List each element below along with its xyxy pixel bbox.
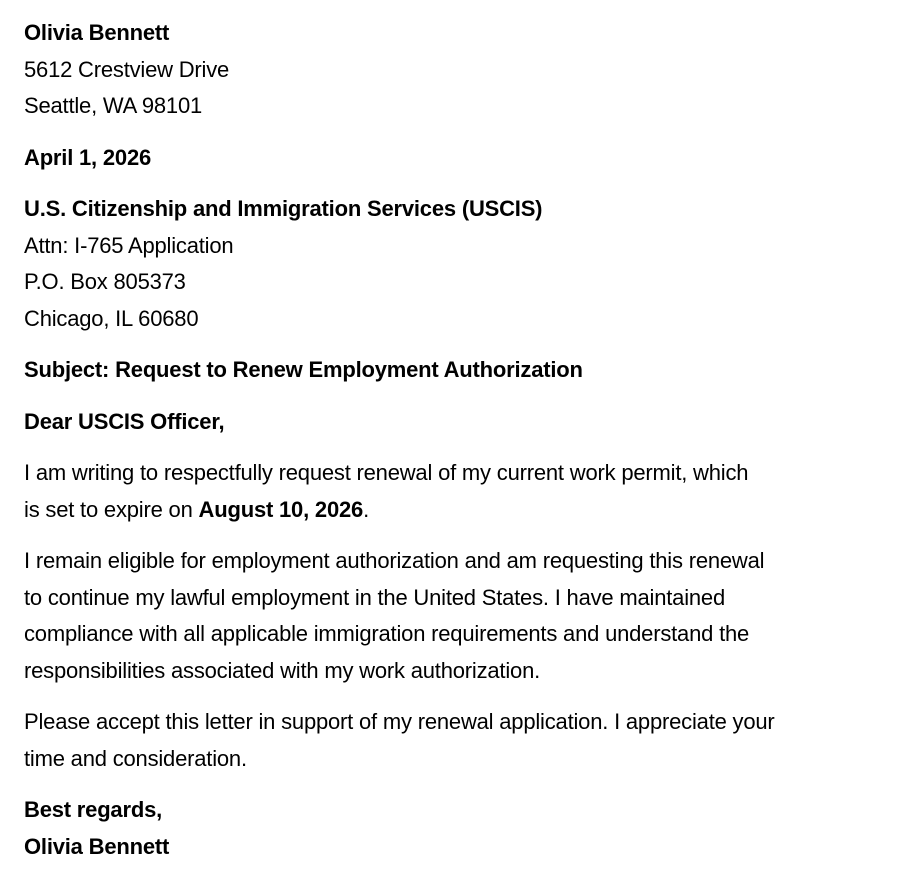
sender-name: Olivia Bennett bbox=[24, 20, 170, 45]
sender-street: 5612 Crestview Drive bbox=[24, 56, 230, 82]
subject-line bbox=[24, 352, 890, 389]
salutation-text: Dear USCIS Officer, bbox=[24, 408, 225, 434]
salutation bbox=[24, 404, 890, 441]
signature-name: Olivia Bennett bbox=[24, 833, 170, 859]
subject-text: Subject: Request to Renew Employment Authorization bbox=[24, 357, 583, 382]
sender-address-block bbox=[24, 15, 890, 125]
recipient-organization: U.S. Citizenship and Immigration Services (USCIS) bbox=[24, 196, 543, 221]
paragraph-line: time and consideration. bbox=[24, 745, 247, 771]
body-paragraph-2 bbox=[24, 543, 890, 689]
closing-block bbox=[24, 792, 890, 865]
paragraph-line bbox=[24, 492, 890, 529]
date-block bbox=[24, 140, 890, 177]
paragraph-line: responsibilities associated with my work authorization. bbox=[24, 657, 541, 683]
recipient-attn: Attn: I-765 Application bbox=[24, 232, 234, 258]
expiry-date: August 10, 2026 bbox=[198, 496, 364, 522]
paragraph-line: Please accept this letter in support of my renewal application. I appreciate your bbox=[24, 709, 775, 734]
recipient-po-box: P.O. Box 805373 bbox=[24, 269, 186, 294]
paragraph-line: compliance with all applicable immigration requirements and understand the bbox=[24, 621, 750, 646]
expiry-intro-text: is set to expire on bbox=[24, 496, 199, 522]
body-paragraph-1 bbox=[24, 455, 890, 528]
paragraph-line: I remain eligible for employment authorization and am requesting this renewal bbox=[24, 548, 765, 573]
letter-date: April 1, 2026 bbox=[24, 144, 152, 170]
recipient-address-block bbox=[24, 191, 890, 337]
closing-phrase: Best regards, bbox=[24, 797, 163, 822]
body-paragraph-3 bbox=[24, 704, 890, 777]
paragraph-line: I am writing to respectfully request renewal of my current work permit, which bbox=[24, 460, 749, 485]
recipient-city-state-zip: Chicago, IL 60680 bbox=[24, 305, 199, 331]
sentence-period: . bbox=[363, 496, 369, 522]
paragraph-line: to continue my lawful employment in the United States. I have maintained bbox=[24, 584, 725, 610]
sender-city-state-zip: Seattle, WA 98101 bbox=[24, 93, 203, 118]
